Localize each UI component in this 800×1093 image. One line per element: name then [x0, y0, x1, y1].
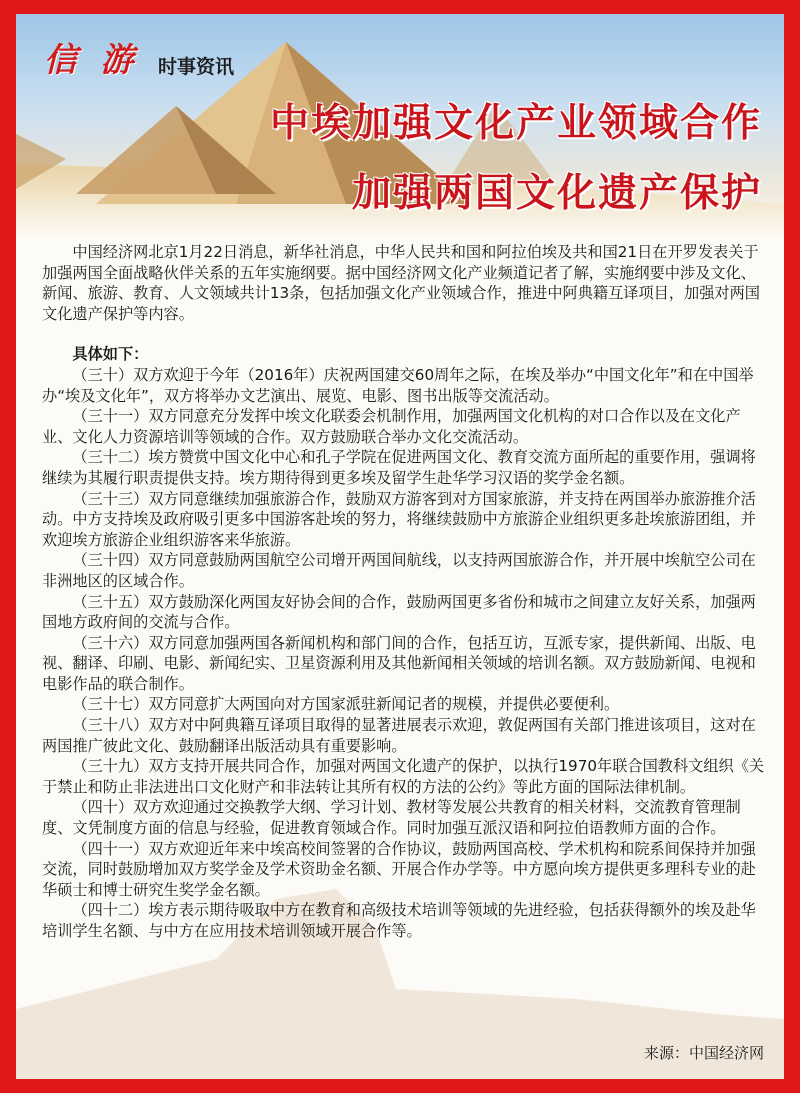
list-item: （三十六）双方同意加强两国各新闻机构和部门间的合作，包括互访，互派专家，提供新闻、出版、电视、翻译、印刷、电影、新闻纪实、卫星资源利用及其他新闻相关领域的培训名额。双方鼓励新闻、电视和电影作品的联合制作。: [42, 633, 756, 693]
headline-line-2: 加强两国文化遗产保护: [351, 171, 762, 216]
list-item: （三十三）双方同意继续加强旅游合作，鼓励双方游客到对方国家旅游，并支持在两国举办旅游推介活动。中方支持埃及政府吸引更多中国游客赴埃的努力，将继续鼓励中方旅游企业组织更多赴埃旅游团组，并欢迎埃方旅游企业组织游客来华旅游。: [42, 489, 756, 549]
list-item: （三十七）双方同意扩大两国向对方国家派驻新闻记者的规模，并提供必要便利。: [72, 695, 620, 714]
list-item: （三十一）双方同意充分发挥中埃文化联委会机制作用，加强两国文化机构的对口合作以及在文化产业、文化人力资源培训等领域的合作。双方鼓励联合举办文化交流活动。: [42, 407, 741, 446]
list-heading: 具体如下：: [72, 345, 149, 364]
list-item: （三十四）双方同意鼓励两国航空公司增开两国间航线，以支持两国旅游合作，并开展中埃航空公司在非洲地区的区域合作。: [42, 551, 756, 590]
list-item: （四十）双方欢迎通过交换教学大纲、学习计划、教材等发展公共教育的相关材料，交流教育管理制度、文凭制度方面的信息与经验，促进教育领域合作。同时加强互派汉语和阿拉伯语教师方面的合作。: [42, 798, 741, 838]
section-label: 时事资讯: [158, 56, 235, 78]
headline-line-1: 中埃加强文化产业领域合作: [269, 101, 762, 146]
header-banner: [16, 14, 784, 239]
list-item: （四十一）双方欢迎近年来中埃高校间签署的合作协议，鼓励两国高校、学术机构和院系间保持并加强交流，同时鼓励增加双方奖学金及学术资助金名额、开展合作办学等。中方愿向埃方提供更多理科专业的赴华硕士和博士研究生奖学金名额。: [42, 839, 756, 899]
source-credit: 来源：中国经济网: [643, 1044, 764, 1062]
article-body: [42, 242, 766, 942]
list-item: （四十二）埃方表示期待吸取中方在教育和高级技术培训等领域的先进经验，包括获得额外的埃及赴华培训学生名额、与中方在应用技术培训领域开展合作等。: [42, 901, 756, 940]
list-item: （三十八）双方对中阿典籍互译项目取得的显著进展表示欢迎，敦促两国有关部门推进该项目，这对在两国推广彼此文化、鼓励翻译出版活动具有重要影响。: [42, 716, 756, 755]
brand-logo: 信 游: [44, 40, 140, 79]
list-item: （三十五）双方鼓励深化两国友好协会间的合作，鼓励两国更多省份和城市之间建立友好关系，加强两国地方政府间的交流与合作。: [42, 592, 756, 632]
intro-paragraph: 中国经济网北京1月22日消息，新华社消息，中华人民共和国和阿拉伯埃及共和国21日在开罗发表关于加强两国全面战略伙伴关系的五年实施纲要。据中国经济网文化产业频道记者了解，实施纲要中涉及文化、新闻、旅游、教育、人文领域共计13条，包括加强文化产业领域合作，推进中阿典籍互译项目，加强对两国文化遗产保护等内容。: [42, 243, 760, 323]
poster-frame: [16, 14, 784, 1079]
list-item: （三十）双方欢迎于今年（2016年）庆祝两国建交60周年之际，在埃及举办“中国文化年”和在中国举办“埃及文化年”，双方将举办文艺演出、展览、电影、图书出版等交流活动。: [42, 365, 754, 405]
list-item: （三十九）双方支持开展共同合作，加强对两国文化遗产的保护，以执行1970年联合国教科文组织《关于禁止和防止非法进出口文化财产和非法转让其所有权的方法的公约》等此方面的国际法律机制。: [42, 757, 765, 796]
list-item: （三十二）埃方赞赏中国文化中心和孔子学院在促进两国文化、教育交流方面所起的重要作用，强调将继续为其履行职责提供支持。埃方期待得到更多埃及留学生赴华学习汉语的奖学金名额。: [42, 448, 756, 487]
